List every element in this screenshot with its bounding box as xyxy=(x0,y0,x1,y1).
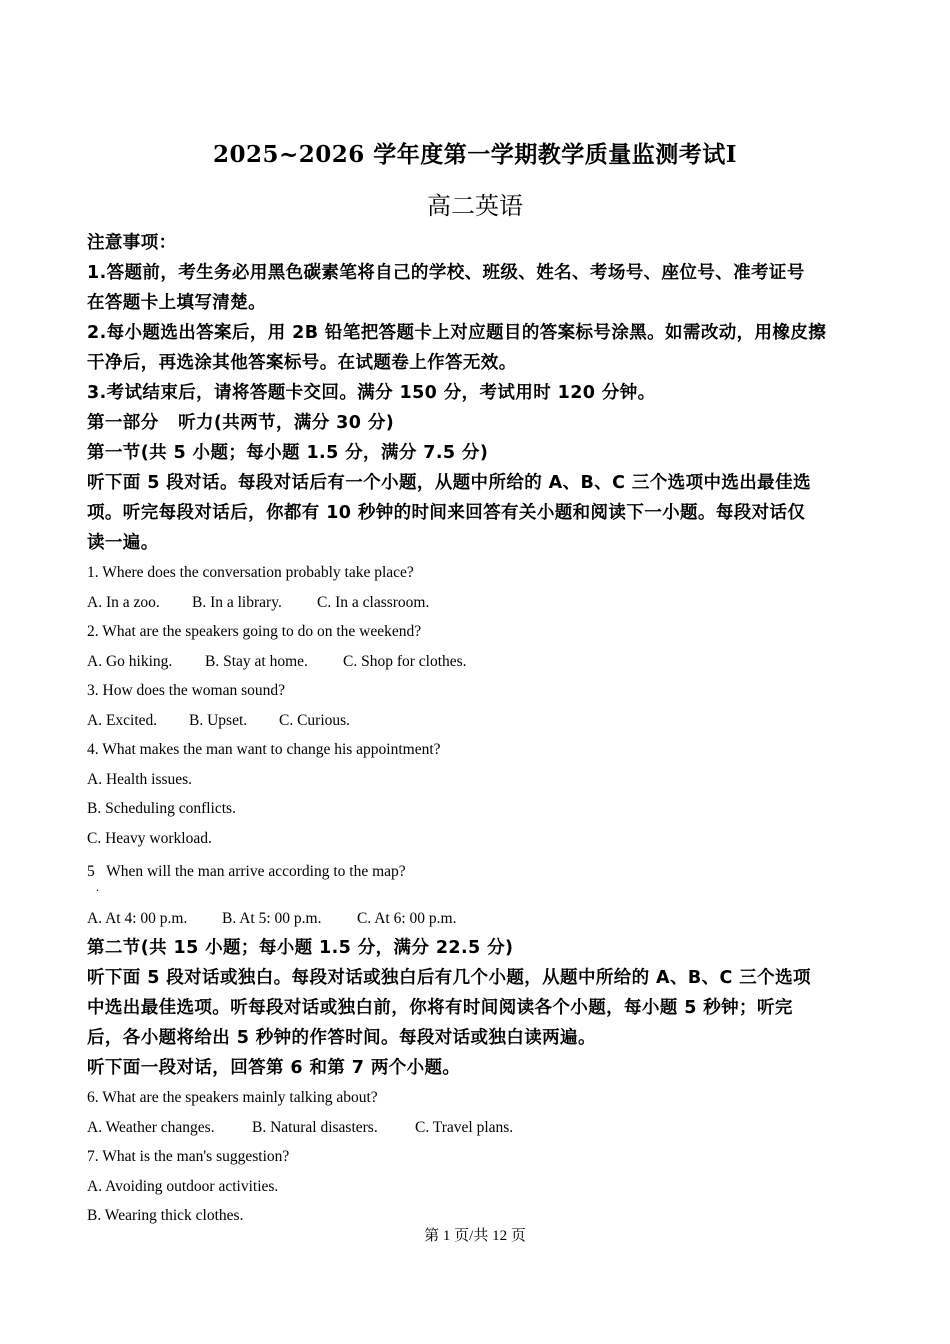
note-line-1: 1.答题前，考生务必用黑色碳素笔将自己的学校、班级、姓名、考场号、座位号、准考证号 xyxy=(87,263,805,283)
question-5-option-a: A. At 4: 00 p.m. xyxy=(87,909,188,927)
question-6-option-c: C. Travel plans. xyxy=(415,1118,514,1136)
notes-heading: 注意事项： xyxy=(87,233,177,253)
question-2-option-c: C. Shop for clothes. xyxy=(343,652,467,670)
section2-instruction-3: 后，各小题将给出 5 秒钟的作答时间。每段对话或独白读两遍。 xyxy=(87,1028,596,1048)
note-line-3: 2.每小题选出答案后，用 2B 铅笔把答题卡上对应题目的答案标号涂黑。如需改动，用橡皮擦 xyxy=(87,323,827,343)
page-footer: 第 1 页/共 12 页 xyxy=(424,1228,526,1244)
section1-instruction-1: 听下面 5 段对话。每段对话后有一个小题，从题中所给的 A、B、C 三个选项中选出最佳选 xyxy=(87,473,811,493)
question-5-dot: · xyxy=(96,885,100,897)
section2-instruction-1: 听下面 5 段对话或独白。每段对话或独白后有几个小题，从题中所给的 A、B、C 三个选项 xyxy=(87,968,811,988)
question-1-option-c: C. In a classroom. xyxy=(317,593,430,611)
question-2-option-b: B. Stay at home. xyxy=(205,652,308,670)
question-6-options xyxy=(87,1113,867,1143)
question-3-option-a: A. Excited. xyxy=(87,711,158,729)
exam-subject: 高二英语 xyxy=(427,192,523,220)
question-4-option-a: A. Health issues. xyxy=(87,770,193,788)
question-2-stem: 2. What are the speakers going to do on the weekend? xyxy=(87,623,422,640)
section1-instruction-2: 项。听完每段对话后，你都有 10 秒钟的时间来回答有关小题和阅读下一小题。每段对话仅 xyxy=(87,503,806,523)
note-line-4: 干净后，再选涂其他答案标号。在试题卷上作答无效。 xyxy=(87,353,517,373)
question-4-option-b: B. Scheduling conflicts. xyxy=(87,800,236,817)
question-7-option-a: A. Avoiding outdoor activities. xyxy=(87,1177,279,1195)
question-5-option-b: B. At 5: 00 p.m. xyxy=(222,909,322,927)
section2-instruction-2: 中选出最佳选项。听每段对话或独白前，你将有时间阅读各个小题，每小题 5 秒钟；听完 xyxy=(87,998,793,1018)
question-1-options xyxy=(87,588,867,618)
question-1-stem: 1. Where does the conversation probably take place? xyxy=(87,564,414,581)
question-6-option-b: B. Natural disasters. xyxy=(252,1118,378,1136)
section1-heading: 第一节(共 5 小题；每小题 1.5 分，满分 7.5 分) xyxy=(87,443,489,463)
question-3-options xyxy=(87,706,867,736)
question-7-option-b: B. Wearing thick clothes. xyxy=(87,1207,244,1224)
question-1-option-b: B. In a library. xyxy=(192,593,282,611)
section2-sub-instruction: 听下面一段对话，回答第 6 和第 7 两个小题。 xyxy=(87,1058,461,1078)
question-5-option-c: C. At 6: 00 p.m. xyxy=(357,909,457,927)
exam-title: 2025~2026 学年度第一学期教学质量监测考试I xyxy=(212,141,738,168)
question-6-option-a: A. Weather changes. xyxy=(87,1118,215,1136)
question-4-stem: 4. What makes the man want to change his appointment? xyxy=(87,741,441,758)
question-7-stem: 7. What is the man's suggestion? xyxy=(87,1148,290,1165)
question-1-option-a: A. In a zoo. xyxy=(87,593,160,611)
section2-heading: 第二节(共 15 小题；每小题 1.5 分，满分 22.5 分) xyxy=(87,938,514,958)
question-6-stem: 6. What are the speakers mainly talking about? xyxy=(87,1089,378,1106)
question-4-option-c: C. Heavy workload. xyxy=(87,829,212,847)
question-3-option-c: C. Curious. xyxy=(279,711,351,729)
part1-heading: 第一部分 听力(共两节，满分 30 分) xyxy=(87,413,395,433)
question-5-options xyxy=(87,904,867,934)
note-line-5: 3.考试结束后，请将答题卡交回。满分 150 分，考试用时 120 分钟。 xyxy=(87,383,656,403)
question-2-options xyxy=(87,647,867,677)
question-5-stem: 5 When will the man arrive according to the map? xyxy=(87,863,406,880)
exam-content xyxy=(87,228,867,1231)
question-3-option-b: B. Upset. xyxy=(189,711,248,729)
question-2-option-a: A. Go hiking. xyxy=(87,652,173,670)
question-3-stem: 3. How does the woman sound? xyxy=(87,682,286,699)
note-line-2: 在答题卡上填写清楚。 xyxy=(87,293,266,313)
section1-instruction-3: 读一遍。 xyxy=(87,533,159,553)
